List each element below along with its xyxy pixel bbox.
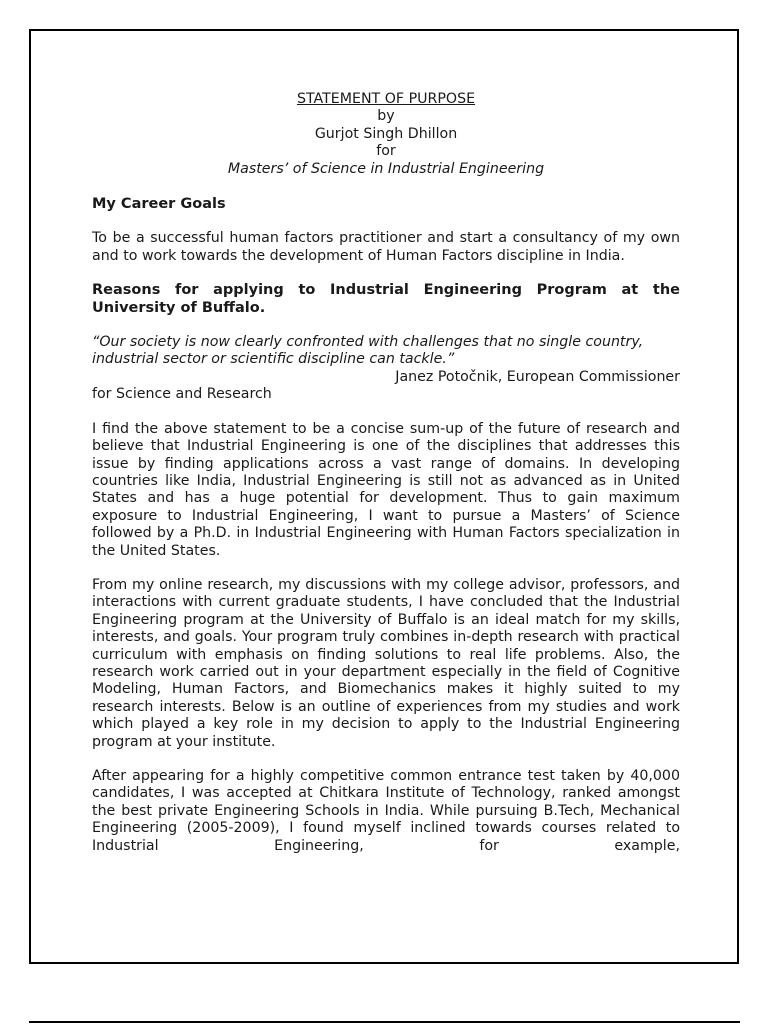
next-page-top-border — [29, 1021, 740, 1023]
author-name: Gurjot Singh Dhillon — [314, 125, 458, 142]
quote-attribution-line1: Janez Potočnik, European Commissioner — [395, 368, 680, 385]
paragraph-1: I find the above statement to be a concise sum-up of the future of research and believe that Industrial Engineering is one of the disciplines that addresses this issue by finding applications across a vast range of domains. In developing countries like India, Industrial Engineering is still not as advanced as in United States and has a huge potential for development. Thus to gain maximum exposure to Industrial Engineering, I want to pursue a Masters’ of Science followed by a Ph.D. in Industrial Engineering with Human Factors specialization in the United States. — [92, 420, 680, 559]
quote-attribution-line2: for Science and Research — [92, 386, 272, 403]
title-block — [92, 91, 680, 178]
career-goals-heading: My Career Goals — [92, 196, 226, 213]
document-page — [29, 29, 739, 964]
career-goals-text: To be a successful human factors practitioner and start a consultancy of my own and to work towards the development of Human Factors discipline in India. — [92, 230, 680, 264]
quote-text: “Our society is now clearly confronted with challenges that no single country, industrial sector or scientific discipline can tackle.” — [92, 334, 644, 368]
by-line: by — [377, 108, 395, 125]
paragraph-2: From my online research, my discussions with my college advisor, professors, and interactions with current graduate students, I have concluded that the Industrial Engineering program at the University of Buffalo is an ideal match for my skills, interests, and goals. Your program truly combines in-depth research with practical curriculum with emphasis on finding solutions to real life problems. Also, the research work carried out in your department especially in the field of Cognitive Modeling, Human Factors, and Biomechanics makes it highly suited to my research interests. Below is an outline of experiences from my studies and work which played a key role in my decision to apply to the Industrial Engineering program at your institute. — [92, 576, 680, 750]
paragraph-3: After appearing for a highly competitive common entrance test taken by 40,000 candidates, I was accepted at Chitkara Institute of Technology, ranked amongst the best private Engineering Schools in India. While pursuing B.Tech, Mechanical Engineering (2005-2009), I found myself inclined towards courses related to Industrial Engineering, for example, — [92, 768, 680, 854]
for-line: for — [376, 143, 396, 160]
document-title: STATEMENT OF PURPOSE — [296, 91, 476, 107]
program-name: Masters’ of Science in Industrial Engineering — [227, 160, 545, 177]
page-content — [92, 91, 680, 855]
reasons-heading: Reasons for applying to Industrial Engineering Program at the University of Buffalo. — [92, 282, 680, 316]
